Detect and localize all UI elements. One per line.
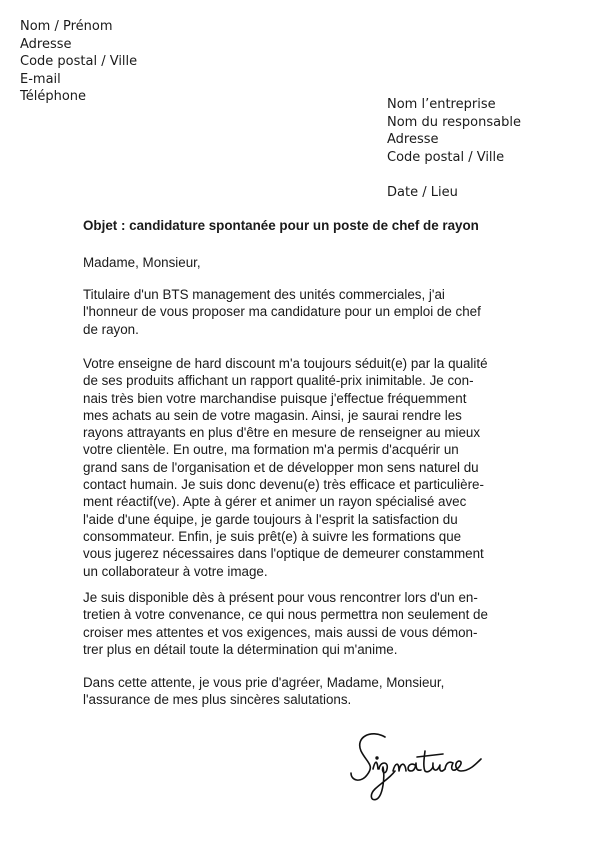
salutation: Madame, Monsieur,: [83, 255, 201, 270]
sender-block: [20, 18, 137, 106]
sender-address: Adresse: [20, 36, 72, 52]
paragraph-closing: [83, 674, 444, 709]
paragraph-line: de rayon.: [83, 321, 139, 337]
sender-name: Nom / Prénom: [20, 19, 113, 34]
paragraph-availability: [83, 589, 488, 658]
paragraph-line: grand sans de l'organisation et de développer mon sens naturel du: [83, 459, 479, 475]
sender-email: E-mail: [20, 71, 61, 87]
handwritten-signature: [345, 725, 490, 805]
recipient-address: Adresse: [387, 132, 439, 148]
recipient-company: Nom l’entreprise: [387, 97, 496, 112]
recipient-block: [387, 96, 521, 166]
paragraph-line: Votre enseigne de hard discount m'a toujours séduit(e) par la qualité: [83, 356, 488, 371]
recipient-manager: Nom du responsable: [387, 114, 521, 130]
paragraph-line: consommateur. Enfin, je suis prêt(e) à suivre les formations que: [83, 528, 462, 544]
paragraph-intro: [83, 286, 481, 338]
paragraph-line: trer plus en détail toute la détermination qui m'anime.: [83, 641, 398, 657]
paragraph-line: l'honneur de vous proposer ma candidature pour un emploi de chef: [83, 304, 481, 320]
paragraph-line: croiser mes attentes et vos exigences, mais aussi de vous démon-: [83, 624, 478, 640]
paragraph-line: Dans cette attente, je vous prie d'agréer, Madame, Monsieur,: [83, 675, 445, 690]
paragraph-line: de ses produits affichant un rapport qualité-prix inimitable. Je con-: [83, 373, 474, 389]
paragraph-line: rayons attrayants en plus d'être en mesure de renseigner au mieux: [83, 425, 481, 441]
paragraph-line: Titulaire d'un BTS management des unités commerciales, j'ai: [83, 287, 445, 302]
paragraph-line: ment réactif(ve). Apte à gérer et animer un rayon spécialisé avec: [83, 494, 467, 510]
paragraph-line: contact humain. Je suis donc devenu(e) très efficace et particulière-: [83, 477, 484, 493]
paragraph-line: votre clientèle. En outre, ma formation m'a permis d'acquérir un: [83, 442, 459, 458]
paragraph-line: un collaborateur à votre image.: [83, 563, 268, 579]
paragraph-line: l'assurance de mes plus sincères salutations.: [83, 692, 352, 708]
paragraph-line: l'aide d'une équipe, je garde toujours à l'esprit la satisfaction du: [83, 511, 458, 527]
paragraph-line: vous jugerez nécessaires dans l'optique de demeurer constamment: [83, 546, 484, 562]
letter-subject: Objet : candidature spontanée pour un poste de chef de rayon: [83, 218, 479, 233]
date-place: Date / Lieu: [387, 185, 458, 200]
sender-phone: Téléphone: [20, 89, 87, 105]
recipient-postal-city: Code postal / Ville: [387, 149, 505, 165]
paragraph-line: mes achats au sein de votre magasin. Ainsi, je saurai rendre les: [83, 407, 462, 423]
paragraph-body: [83, 355, 488, 580]
paragraph-line: nais très bien votre marchandise puisque j'effectue fréquemment: [83, 390, 467, 406]
sender-postal-city: Code postal / Ville: [20, 54, 138, 70]
paragraph-line: Je suis disponible dès à présent pour vous rencontrer lors d'un en-: [83, 590, 478, 605]
paragraph-line: tretien à votre convenance, ce qui nous permettra non seulement de: [83, 607, 488, 623]
